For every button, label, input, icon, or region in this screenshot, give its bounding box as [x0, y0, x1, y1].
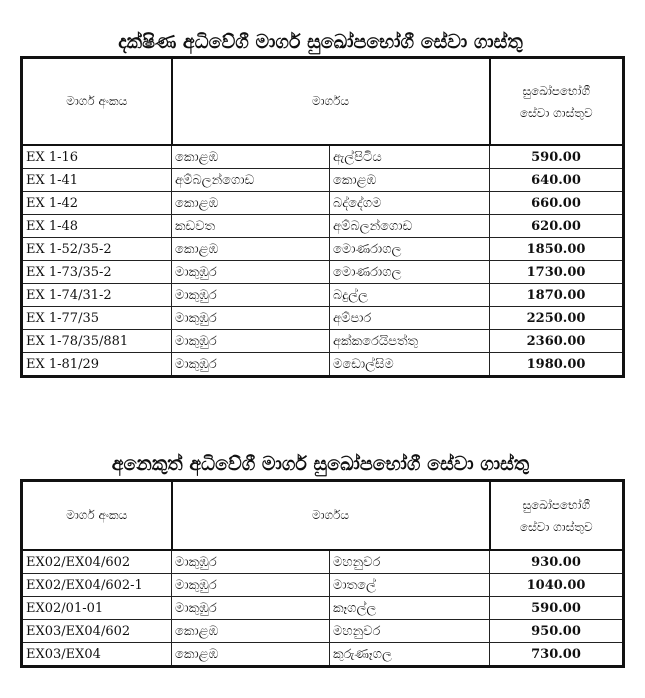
- route-to-cell: කුරුණෑගල: [330, 643, 490, 667]
- table-row: [22, 353, 624, 377]
- fee-cell: 950.00: [490, 620, 624, 643]
- route-code-cell: EX02/EX04/602-1: [22, 574, 172, 597]
- table-row: [22, 643, 624, 667]
- route-to-cell: අම්බලන්ගොඩ: [330, 215, 490, 238]
- header-fee-line1: සුඛෝපභෝගී: [522, 497, 591, 512]
- fee-cell: 1870.00: [490, 284, 624, 307]
- route-code-cell: EX 1-48: [22, 215, 172, 238]
- fee-cell: 1980.00: [490, 353, 624, 377]
- header-fee-line2: සේවා ගාස්තුව: [519, 519, 593, 534]
- fee-cell: 2360.00: [490, 330, 624, 353]
- route-from-cell: කඩවත: [172, 215, 330, 238]
- route-code-cell: EX 1-77/35: [22, 307, 172, 330]
- route-code-cell: EX02/EX04/602: [22, 550, 172, 574]
- header-route-no: මාර්ග අංකය: [22, 58, 172, 146]
- route-from-cell: කොළඹ: [172, 192, 330, 215]
- route-from-cell: මාකුඹුර: [172, 284, 330, 307]
- header-fee-line2: සේවා ගාස්තුව: [519, 105, 593, 120]
- route-from-cell: මාකුඹුර: [172, 597, 330, 620]
- southern-fee-table: [20, 56, 625, 378]
- route-from-cell: කොළඹ: [172, 643, 330, 667]
- route-from-cell: කොළඹ: [172, 145, 330, 169]
- fee-cell: 1850.00: [490, 238, 624, 261]
- header-fee: [490, 58, 624, 146]
- table-row: [22, 307, 624, 330]
- table-row: [22, 261, 624, 284]
- fee-cell: 730.00: [490, 643, 624, 667]
- table-row: [22, 215, 624, 238]
- route-to-cell: මහනුවර: [330, 550, 490, 574]
- route-from-cell: මාකුඹුර: [172, 353, 330, 377]
- table-row: [22, 574, 624, 597]
- route-from-cell: මාකුඹුර: [172, 550, 330, 574]
- route-to-cell: බදුල්ල: [330, 284, 490, 307]
- fee-cell: 930.00: [490, 550, 624, 574]
- route-from-cell: අම්බලන්ගොඩ: [172, 169, 330, 192]
- route-from-cell: කොළඹ: [172, 238, 330, 261]
- route-code-cell: EX 1-42: [22, 192, 172, 215]
- table-row: [22, 284, 624, 307]
- route-to-cell: අම්පාර: [330, 307, 490, 330]
- route-code-cell: EX 1-16: [22, 145, 172, 169]
- route-to-cell: මඩොල්සිම: [330, 353, 490, 377]
- header-fee: [490, 481, 624, 551]
- route-code-cell: EX 1-81/29: [22, 353, 172, 377]
- table-row: [22, 620, 624, 643]
- route-from-cell: මාකුඹුර: [172, 307, 330, 330]
- southern-table-title: දක්ෂිණ අධිවේගී මාර්ග සුඛෝපභෝගී සේවා ගාස්තු: [118, 31, 523, 53]
- fee-cell: 660.00: [490, 192, 624, 215]
- fee-cell: 620.00: [490, 215, 624, 238]
- route-to-cell: කෑගල්ල: [330, 597, 490, 620]
- route-to-cell: බද්දේගම: [330, 192, 490, 215]
- table-row: [22, 169, 624, 192]
- fee-cell: 640.00: [490, 169, 624, 192]
- southern-table-body: [22, 145, 624, 377]
- route-code-cell: EX 1-74/31-2: [22, 284, 172, 307]
- route-code-cell: EX03/EX04: [22, 643, 172, 667]
- table-row: [22, 550, 624, 574]
- header-route: මාර්ගය: [172, 58, 490, 146]
- fee-cell: 590.00: [490, 597, 624, 620]
- fee-cell: 590.00: [490, 145, 624, 169]
- route-code-cell: EX 1-78/35/881: [22, 330, 172, 353]
- table-header-row: [22, 481, 624, 551]
- table-row: [22, 192, 624, 215]
- other-table-body: [22, 550, 624, 667]
- other-fee-table: [20, 479, 625, 668]
- route-to-cell: ඇල්පිටිය: [330, 145, 490, 169]
- fee-cell: 1730.00: [490, 261, 624, 284]
- table-row: [22, 145, 624, 169]
- route-code-cell: EX 1-41: [22, 169, 172, 192]
- other-table-title: අනෙකුත් අධිවේගී මාර්ග සුඛෝපභෝගී සේවා ගාස්තු: [111, 453, 530, 475]
- header-route: මාර්ගය: [172, 481, 490, 551]
- route-from-cell: මාකුඹුර: [172, 574, 330, 597]
- table-row: [22, 597, 624, 620]
- header-route-no: මාර්ග අංකය: [22, 481, 172, 551]
- table-row: [22, 330, 624, 353]
- route-from-cell: මාකුඹුර: [172, 261, 330, 284]
- route-code-cell: EX02/01-01: [22, 597, 172, 620]
- route-code-cell: EX03/EX04/602: [22, 620, 172, 643]
- route-to-cell: මාතලේ: [330, 574, 490, 597]
- route-from-cell: කොළඹ: [172, 620, 330, 643]
- fee-cell: 2250.00: [490, 307, 624, 330]
- route-to-cell: මහනුවර: [330, 620, 490, 643]
- table-row: [22, 238, 624, 261]
- route-to-cell: අක්කරෙයිපත්තු: [330, 330, 490, 353]
- route-to-cell: කොළඹ: [330, 169, 490, 192]
- header-fee-line1: සුඛෝපභෝගී: [522, 83, 591, 98]
- route-code-cell: EX 1-73/35-2: [22, 261, 172, 284]
- route-code-cell: EX 1-52/35-2: [22, 238, 172, 261]
- route-to-cell: මොණරාගල: [330, 261, 490, 284]
- route-from-cell: මාකුඹුර: [172, 330, 330, 353]
- fee-cell: 1040.00: [490, 574, 624, 597]
- route-to-cell: මොණරාගල: [330, 238, 490, 261]
- table-header-row: [22, 58, 624, 146]
